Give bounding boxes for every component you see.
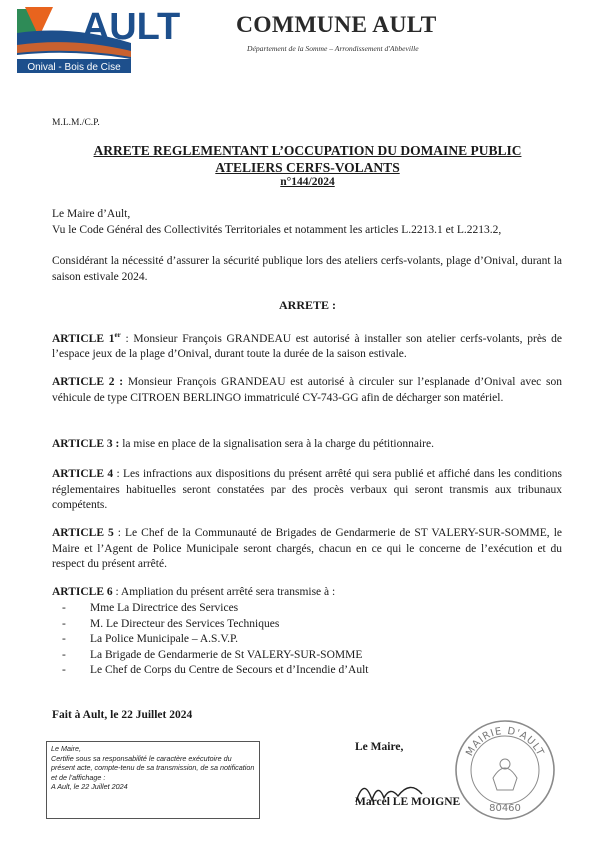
- article-5-text: : Le Chef de la Communauté de Brigades de Gendarmerie de ST VALERY-SUR-SOMME, le Maire et l’Agent de Police Municipale seront chargés, chacun en ce qui le concerne de l’exécution et du respect du présent arrêté.: [52, 527, 563, 570]
- signature-title: Le Maire,: [355, 741, 404, 753]
- logo-subtext: Onival - Bois de Cise: [27, 62, 121, 73]
- commune-title: COMMUNE AULT: [236, 12, 437, 38]
- mairie-stamp: [453, 718, 557, 822]
- arrete-heading: ARRETE :: [278, 298, 336, 312]
- stamp-postcode: 80460: [489, 803, 521, 814]
- article-3-text: la mise en place de la signalisation sera à la charge du pétitionnaire.: [119, 438, 434, 450]
- commune-subtitle: Département de la Somme – Arrondissement d'Abbeville: [247, 44, 419, 53]
- certificate-line1: Le Maire,: [51, 744, 81, 753]
- document-number: n°144/2024: [280, 176, 335, 188]
- preamble-vu: Vu le Code Général des Collectivités Territoriales et notamment les articles L.2213.1 et L.2213.2,: [52, 224, 502, 236]
- stamp-text: MAIRIE D'AULT: [464, 725, 546, 759]
- logo-text: AULT: [81, 6, 181, 48]
- document-title-line2: ATELIERS CERFS-VOLANTS: [215, 160, 400, 175]
- article-6: [52, 585, 562, 601]
- certificate-box: [46, 741, 260, 819]
- preamble-considerant: Considérant la nécessité d’assurer la sécurité publique lors des ateliers cerfs-volants, plage d’Onival, durant la saison estivale 2024.: [52, 255, 562, 283]
- article-2-text: Monsieur François GRANDEAU est autorisé à circuler sur l’esplanade d’Onival avec son véhicule de type CITROEN BERLINGO immatriculé CY-743-GG afin de décharger son matériel.: [52, 376, 563, 404]
- list-item: - Mme La Directrice des Services: [62, 601, 368, 617]
- list-item: - M. Le Directeur des Services Techniques: [62, 617, 368, 633]
- certificate-line3: A Ault, le 22 Juillet 2024: [51, 782, 128, 792]
- preamble-maire: Le Maire d’Ault,: [52, 208, 131, 220]
- reference: M.L.M./C.P.: [52, 118, 100, 128]
- ault-logo: [13, 3, 193, 79]
- list-item: - La Police Municipale – A.S.V.P.: [62, 632, 368, 648]
- article-2: [52, 375, 562, 406]
- article-4-label: ARTICLE 4: [52, 468, 114, 480]
- article-1-sup: er: [114, 331, 121, 339]
- recipient-list: [62, 601, 368, 679]
- document-title-line1: ARRETE REGLEMENTANT L’OCCUPATION DU DOMAINE PUBLIC: [93, 143, 522, 158]
- article-1: [52, 328, 562, 363]
- fait-a-ault: Fait à Ault, le 22 Juillet 2024: [52, 709, 193, 721]
- article-5: [52, 526, 562, 573]
- article-6-text: : Ampliation du présent arrêté sera transmise à :: [112, 586, 336, 598]
- article-2-label: ARTICLE 2 :: [52, 376, 124, 388]
- article-1-label: ARTICLE 1: [52, 332, 115, 345]
- article-6-label: ARTICLE 6: [52, 586, 113, 598]
- certificate-line2: Certifie sous sa responsabilité le caractère exécutoire du présent acte, compte-tenu de sa transmission, de sa notification et de l’affichage :: [51, 753, 255, 782]
- article-4-text: : Les infractions aux dispositions du présent arrêté qui sera publié et affiché dans les conditions réglementaires habituelles seront constatées par des procès verbaux qui seront transmis aux tribunaux compétents.: [52, 468, 562, 511]
- article-1-text: : Monsieur François GRANDEAU est autorisé à installer son atelier cerfs-volants, près de l’espace jeux de la plage d’Onival, durant toute la durée de la saison estivale.: [52, 332, 562, 361]
- article-5-label: ARTICLE 5: [52, 527, 114, 539]
- signature-name: Marcel LE MOIGNE: [355, 796, 461, 808]
- list-item: - Le Chef de Corps du Centre de Secours et d’Incendie d’Ault: [62, 663, 368, 679]
- article-4: [52, 467, 562, 514]
- list-item: - La Brigade de Gendarmerie de St VALERY-SUR-SOMME: [62, 648, 368, 664]
- article-3-label: ARTICLE 3 :: [52, 438, 120, 450]
- article-3: [52, 437, 562, 453]
